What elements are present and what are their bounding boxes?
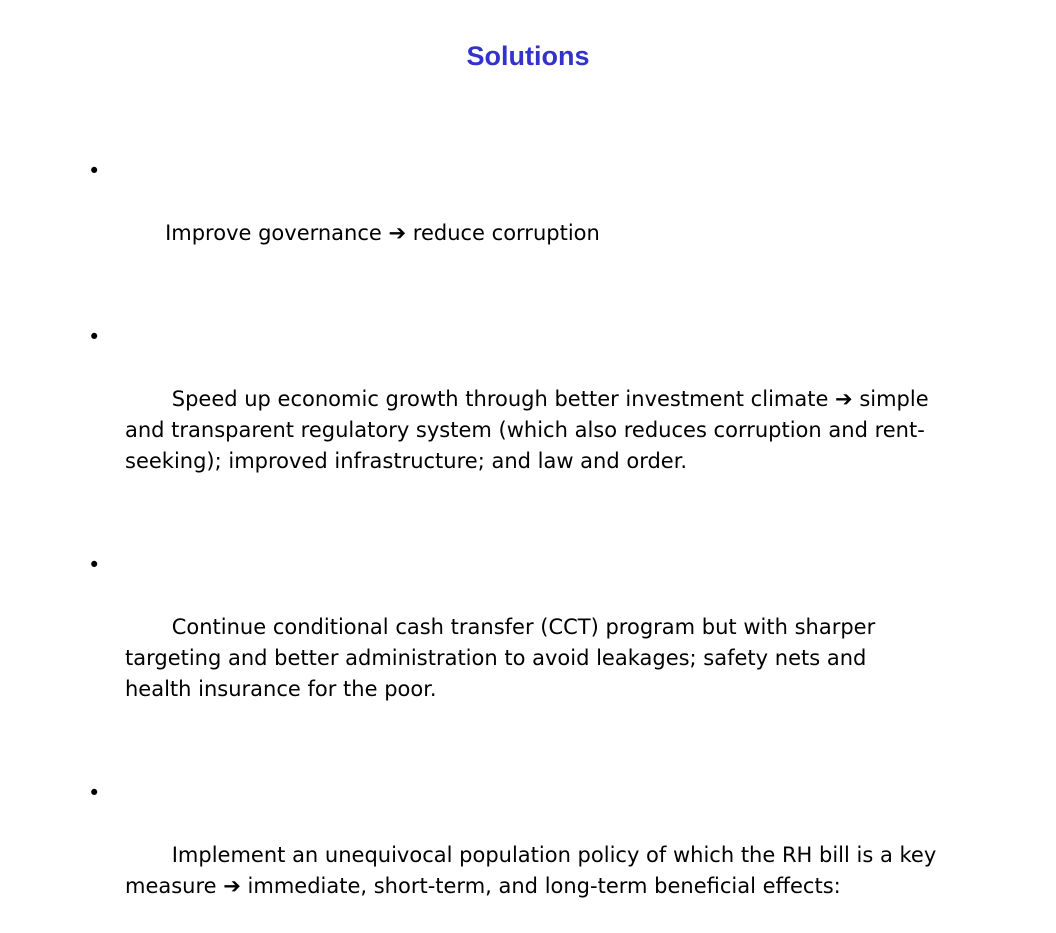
- bullet-icon: •: [88, 553, 101, 577]
- bullet-text: Improve governance ➔ reduce corruption: [165, 221, 600, 245]
- bullet-item-cct-program: [88, 550, 938, 736]
- bullet-icon: •: [88, 325, 101, 349]
- bullet-text: Speed up economic growth through better investment climate ➔ simple and transparent regulatory system (which also reduces corruption and rent-seeking); improved infrastructure; and law and order.: [125, 387, 936, 473]
- bullet-icon: •: [88, 781, 101, 805]
- bullet-text: Implement an unequivocal population policy of which the RH bill is a key measure ➔ immediate, short-term, and long-term beneficial effects:: [125, 843, 943, 898]
- bullet-list: [88, 156, 943, 933]
- bullet-icon: •: [88, 159, 101, 183]
- slide-title: Solutions: [466, 41, 590, 71]
- bullet-item-governance: [88, 156, 938, 280]
- bullet-item-economic-growth: [88, 322, 938, 508]
- bullet-text: Continue conditional cash transfer (CCT) program but with sharper targeting and better administration to avoid leakages; safety nets and health insurance for the poor.: [125, 615, 882, 701]
- bullet-item-population-policy: [88, 778, 943, 933]
